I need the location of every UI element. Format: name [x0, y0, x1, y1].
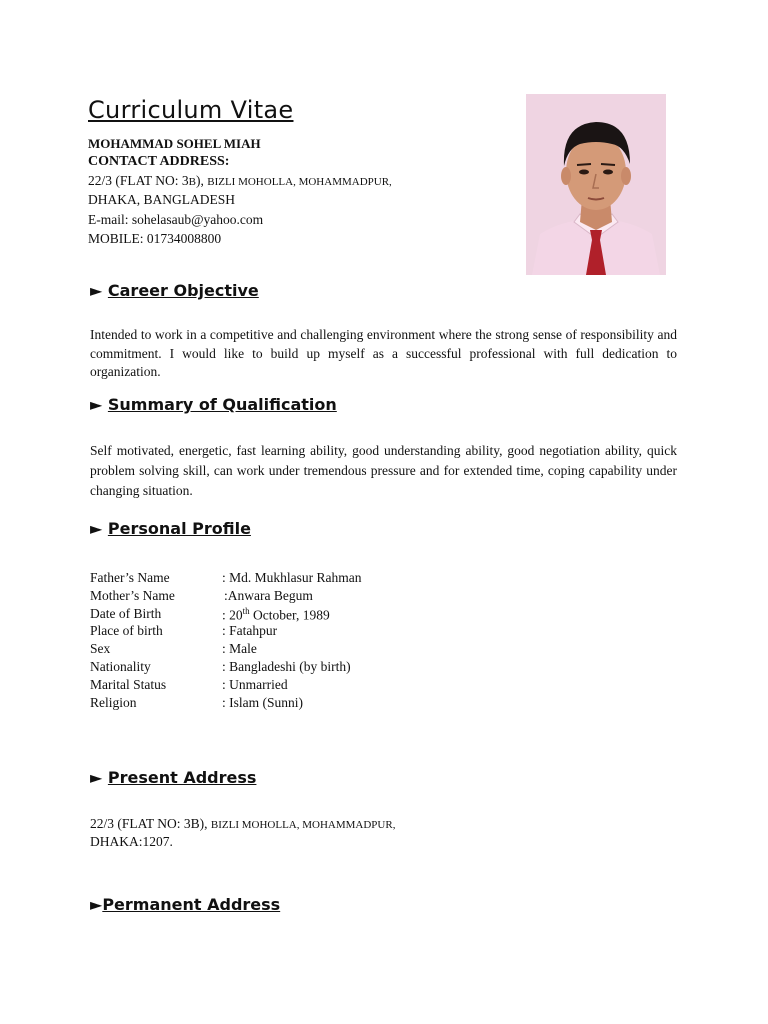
profile-label: Sex — [90, 641, 111, 657]
profile-label: Father’s Name — [90, 570, 170, 585]
section-heading-summary — [90, 395, 337, 414]
section-title: Career Objective — [107, 281, 259, 300]
address-part: 22/3 (FLAT NO: 3B), — [90, 816, 211, 831]
profile-row — [90, 677, 590, 695]
profile-value: : Md. Mukhlasur Rahman — [222, 570, 362, 585]
contact-heading: CONTACT ADDRESS: — [88, 154, 230, 169]
contact-address-line-1 — [88, 173, 392, 189]
profile-value: : Islam (Sunni) — [222, 694, 303, 710]
profile-value: : Unmarried — [222, 676, 288, 692]
arrow-icon: ► — [90, 519, 103, 538]
profile-label: Religion — [90, 694, 137, 710]
profile-value: : Bangladeshi (by birth) — [222, 658, 351, 674]
section-heading-career-objective — [90, 281, 259, 300]
profile-label: Date of Birth — [90, 605, 162, 621]
section-title: Summary of Qualification — [107, 395, 337, 414]
arrow-icon: ► — [90, 395, 103, 414]
profile-value: :Anwara Begum — [224, 587, 313, 603]
profile-label: Mother’s Name — [90, 587, 175, 603]
profile-row — [90, 606, 590, 624]
arrow-icon: ► — [90, 281, 103, 300]
section-title: Present Address — [107, 768, 257, 787]
profile-label: Nationality — [90, 658, 151, 674]
mobile-line: MOBILE: 01734008800 — [88, 231, 222, 246]
profile-row — [90, 641, 590, 659]
profile-row — [90, 588, 590, 606]
value-part: October, 1989 — [249, 607, 330, 623]
contact-address-line-2: DHAKA, BANGLADESH — [88, 192, 235, 207]
summary-text: Self motivated, energetic, fast learning ability, good understanding ability, good negotiation ability, quick problem solving skill, can work under tremendous pressure and for extended time, coping capability under changing situation. — [90, 443, 677, 498]
profile-row — [90, 623, 590, 641]
address-part: 22/3 (FLAT NO: 3 — [88, 173, 189, 188]
value-superscript: th — [242, 605, 250, 616]
section-title: Personal Profile — [107, 519, 251, 538]
profile-row — [90, 570, 590, 588]
profile-label: Place of birth — [90, 623, 163, 639]
document-title: Curriculum Vitae — [88, 96, 294, 124]
section-heading-permanent-address — [90, 895, 280, 914]
career-objective-text: Intended to work in a competitive and challenging environment where the strong sense of responsibility and commitment. I would like to build up myself as a successful professional with full dedication to organization. — [90, 327, 677, 379]
candidate-name: MOHAMMAD SOHEL MIAH — [88, 136, 261, 151]
arrow-icon: ► — [90, 895, 103, 914]
present-address-line-2: DHAKA:1207. — [90, 834, 173, 849]
section-title: Permanent Address — [102, 895, 281, 914]
address-part: B — [188, 176, 196, 188]
address-part: BIZLI MOHOLLA, MOHAMMADPUR, — [207, 176, 392, 188]
profile-label: Marital Status — [90, 676, 167, 692]
arrow-icon: ► — [90, 768, 103, 787]
section-heading-personal-profile — [90, 519, 251, 538]
address-part: BIZLI MOHOLLA, MOHAMMADPUR, — [210, 819, 396, 831]
email-line: E-mail: sohelasaub@yahoo.com — [88, 212, 264, 227]
value-part: : 20 — [222, 607, 243, 623]
address-part: ), — [195, 173, 208, 188]
present-address-line-1 — [90, 815, 395, 834]
profile-value: : Male — [222, 641, 257, 657]
profile-row — [90, 695, 590, 713]
profile-photo — [526, 94, 666, 275]
profile-row — [90, 659, 590, 677]
profile-value — [222, 606, 330, 624]
personal-profile-table — [90, 570, 590, 712]
profile-value: : Fatahpur — [222, 623, 278, 639]
section-heading-present-address — [90, 768, 256, 787]
